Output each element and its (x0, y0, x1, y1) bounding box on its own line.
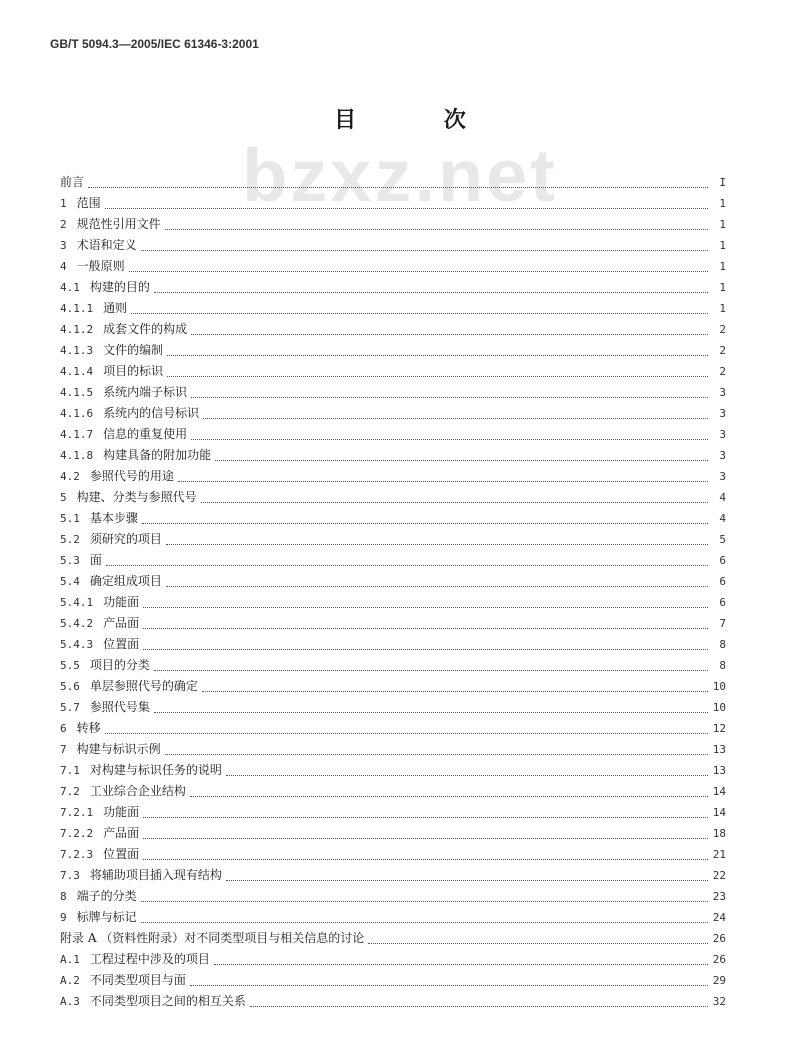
toc-entry-number: 4.1 (60, 281, 80, 294)
dot-leader (154, 661, 708, 671)
toc-entry[interactable] (60, 613, 726, 634)
toc-entry-title: 面 (89, 553, 102, 567)
dot-leader (191, 388, 708, 398)
toc-entry-title: 附录 A （资料性附录）对不同类型项目与相关信息的讨论 (60, 931, 365, 945)
toc-entry-title: 一般原则 (76, 259, 125, 273)
dot-leader (105, 199, 708, 209)
toc-entry-number: 3 (60, 239, 67, 252)
dot-leader (226, 871, 708, 881)
toc-entry-page: 3 (719, 386, 726, 399)
toc-entry-title: 单层参照代号的确定 (89, 679, 198, 693)
toc-entry[interactable] (60, 550, 726, 571)
dot-leader (226, 766, 708, 776)
toc-entry-page: 2 (719, 323, 726, 336)
toc-entry-page: 1 (719, 302, 726, 315)
toc-entry-number: 8 (60, 890, 67, 903)
toc-entry-number: 7.3 (60, 869, 80, 882)
dot-leader (154, 703, 708, 713)
toc-entry-title: 位置面 (103, 847, 140, 861)
dot-leader (167, 367, 708, 377)
dot-leader (191, 325, 708, 335)
toc-entry-number: A.1 (60, 953, 80, 966)
toc-entry-number: 5.6 (60, 680, 80, 693)
toc-entry-page: 32 (712, 995, 726, 1008)
toc-entry-number: 5.3 (60, 554, 80, 567)
toc-entry-title: 功能面 (103, 595, 140, 609)
toc-entry-title: 项目的标识 (103, 364, 164, 378)
toc-entry-page: 8 (719, 638, 726, 651)
dot-leader (215, 451, 708, 461)
toc-entry[interactable] (60, 361, 726, 382)
toc-entry-title: 构建的目的 (89, 280, 150, 294)
toc-entry-title: 将辅助项目插入现有结构 (89, 868, 222, 882)
table-of-contents (60, 172, 726, 1012)
dot-leader (142, 514, 708, 524)
toc-entry[interactable] (60, 718, 726, 739)
toc-entry-page: I (719, 176, 726, 189)
toc-entry-number: 5 (60, 491, 67, 504)
dot-leader (167, 346, 708, 356)
toc-entry[interactable] (60, 760, 726, 781)
dot-leader (191, 430, 708, 440)
toc-entry-number: 5.5 (60, 659, 80, 672)
toc-entry-page: 18 (712, 827, 726, 840)
toc-entry-page: 2 (719, 344, 726, 357)
toc-entry[interactable] (60, 424, 726, 445)
toc-entry[interactable] (60, 949, 726, 970)
toc-entry-title: 构建与标识示例 (76, 742, 161, 756)
toc-entry-number: 5.7 (60, 701, 80, 714)
dot-leader (88, 178, 708, 188)
toc-entry-title: 参照代号的用途 (89, 469, 174, 483)
toc-entry-title: 标牌与标记 (76, 910, 137, 924)
toc-entry-number: 7.2.3 (60, 848, 94, 861)
toc-entry-number: 4.1.8 (60, 449, 94, 462)
toc-entry-page: 4 (719, 512, 726, 525)
toc-entry-page: 29 (712, 974, 726, 987)
toc-entry[interactable] (60, 970, 726, 991)
toc-entry-page: 8 (719, 659, 726, 672)
toc-entry-number: 4.1.7 (60, 428, 94, 441)
dot-leader (105, 724, 708, 734)
dot-leader (368, 934, 708, 944)
toc-entry[interactable] (60, 634, 726, 655)
dot-leader (201, 493, 708, 503)
toc-entry-page: 1 (719, 197, 726, 210)
toc-entry-title: 工业综合企业结构 (89, 784, 186, 798)
toc-entry-number: 5.4 (60, 575, 80, 588)
toc-entry-number: 7.2 (60, 785, 80, 798)
toc-entry-page: 7 (719, 617, 726, 630)
dot-leader (166, 577, 708, 587)
toc-entry-number: 9 (60, 911, 67, 924)
dot-leader (202, 682, 708, 692)
toc-entry-page: 13 (712, 764, 726, 777)
dot-leader (154, 283, 708, 293)
toc-entry[interactable] (60, 781, 726, 802)
toc-entry[interactable] (60, 928, 726, 949)
toc-entry[interactable] (60, 991, 726, 1012)
toc-entry-title: 转移 (76, 721, 101, 735)
toc-entry-page: 26 (712, 953, 726, 966)
dot-leader (143, 598, 708, 608)
toc-entry-page: 23 (712, 890, 726, 903)
dot-leader (143, 808, 708, 818)
toc-entry-title: 范围 (76, 196, 101, 210)
toc-entry-page: 10 (712, 701, 726, 714)
toc-entry[interactable] (60, 235, 726, 256)
toc-entry-number: A.2 (60, 974, 80, 987)
dot-leader (190, 976, 708, 986)
toc-entry-title: 功能面 (103, 805, 140, 819)
toc-entry-page: 3 (719, 428, 726, 441)
dot-leader (129, 262, 708, 272)
toc-entry-number: 7.1 (60, 764, 80, 777)
toc-entry[interactable] (60, 697, 726, 718)
toc-entry-page: 6 (719, 596, 726, 609)
dot-leader (178, 472, 708, 482)
toc-entry[interactable] (60, 655, 726, 676)
toc-entry-title: 基本步骤 (89, 511, 138, 525)
toc-entry[interactable] (60, 298, 726, 319)
toc-entry-page: 10 (712, 680, 726, 693)
toc-entry-number: 4.1.6 (60, 407, 94, 420)
toc-entry[interactable] (60, 487, 726, 508)
toc-entry[interactable] (60, 844, 726, 865)
dot-leader (190, 787, 708, 797)
toc-entry-page: 2 (719, 365, 726, 378)
toc-entry-title: 构建具备的附加功能 (103, 448, 212, 462)
toc-entry[interactable] (60, 193, 726, 214)
toc-entry-page: 3 (719, 407, 726, 420)
toc-entry-title: 不同类型项目与面 (89, 973, 186, 987)
toc-entry-page: 3 (719, 470, 726, 483)
dot-leader (106, 556, 708, 566)
toc-entry[interactable] (60, 865, 726, 886)
toc-entry-number: 5.4.1 (60, 596, 94, 609)
toc-entry-page: 6 (719, 554, 726, 567)
toc-entry[interactable] (60, 403, 726, 424)
toc-entry-title: 文件的编制 (103, 343, 164, 357)
toc-entry[interactable] (60, 466, 726, 487)
toc-entry-number: 7.2.2 (60, 827, 94, 840)
toc-entry[interactable] (60, 256, 726, 277)
toc-entry-number: 5.4.2 (60, 617, 94, 630)
toc-entry-page: 22 (712, 869, 726, 882)
toc-entry[interactable] (60, 508, 726, 529)
page-title: 目 次 (334, 107, 506, 133)
toc-entry-title: 项目的分类 (89, 658, 150, 672)
toc-entry-title: 不同类型项目之间的相互关系 (89, 994, 246, 1008)
toc-entry[interactable] (60, 214, 726, 235)
dot-leader (203, 409, 708, 419)
toc-entry-title: 前言 (60, 175, 85, 189)
watermark: bzxz.net (242, 134, 558, 217)
toc-entry-title: 对构建与标识任务的说明 (89, 763, 222, 777)
toc-entry-number: 4.1.1 (60, 302, 94, 315)
toc-entry-page: 1 (719, 239, 726, 252)
toc-entry-title: 系统内端子标识 (103, 385, 188, 399)
dot-leader (141, 892, 708, 902)
toc-entry-title: 规范性引用文件 (76, 217, 161, 231)
toc-entry[interactable] (60, 172, 726, 193)
dot-leader (143, 829, 708, 839)
toc-entry-page: 1 (719, 281, 726, 294)
toc-entry-title: 产品面 (103, 616, 140, 630)
toc-entry-title: 术语和定义 (76, 238, 137, 252)
toc-entry-page: 5 (719, 533, 726, 546)
toc-entry[interactable] (60, 739, 726, 760)
dot-leader (165, 220, 708, 230)
toc-entry[interactable] (60, 382, 726, 403)
toc-entry-title: 工程过程中涉及的项目 (89, 952, 210, 966)
toc-entry-number: 1 (60, 197, 67, 210)
toc-entry-title: 产品面 (103, 826, 140, 840)
toc-entry-title: 参照代号集 (89, 700, 150, 714)
dot-leader (143, 640, 708, 650)
toc-entry[interactable] (60, 571, 726, 592)
toc-entry[interactable] (60, 277, 726, 298)
toc-entry-title: 构建、分类与参照代号 (76, 490, 197, 504)
toc-entry-number: 7.2.1 (60, 806, 94, 819)
toc-entry-number: 5.4.3 (60, 638, 94, 651)
toc-entry-page: 24 (712, 911, 726, 924)
document-header: GB/T 5094.3—2005/IEC 61346-3:2001 (50, 37, 259, 51)
toc-entry-title: 须研究的项目 (89, 532, 162, 546)
dot-leader (166, 535, 708, 545)
toc-entry[interactable] (60, 340, 726, 361)
toc-entry-number: 4.1.4 (60, 365, 94, 378)
dot-leader (250, 997, 708, 1007)
toc-entry-page: 14 (712, 806, 726, 819)
toc-entry[interactable] (60, 823, 726, 844)
toc-entry[interactable] (60, 319, 726, 340)
toc-entry[interactable] (60, 907, 726, 928)
toc-entry-title: 通则 (103, 301, 128, 315)
toc-entry-page: 13 (712, 743, 726, 756)
dot-leader (141, 241, 708, 251)
toc-entry-number: 2 (60, 218, 67, 231)
toc-entry[interactable] (60, 676, 726, 697)
toc-entry-title: 成套文件的构成 (103, 322, 188, 336)
toc-entry-number: 4 (60, 260, 67, 273)
toc-entry-page: 21 (712, 848, 726, 861)
dot-leader (131, 304, 708, 314)
toc-entry-number: 6 (60, 722, 67, 735)
dot-leader (214, 955, 708, 965)
toc-entry-number: 5.1 (60, 512, 80, 525)
toc-entry-page: 26 (712, 932, 726, 945)
toc-entry-title: 确定组成项目 (89, 574, 162, 588)
dot-leader (143, 619, 708, 629)
toc-entry-page: 12 (712, 722, 726, 735)
toc-entry-title: 端子的分类 (76, 889, 137, 903)
toc-entry-number: 4.1.2 (60, 323, 94, 336)
toc-entry-number: A.3 (60, 995, 80, 1008)
toc-entry-page: 14 (712, 785, 726, 798)
toc-entry[interactable] (60, 529, 726, 550)
toc-entry[interactable] (60, 592, 726, 613)
dot-leader (165, 745, 708, 755)
toc-entry-page: 4 (719, 491, 726, 504)
toc-entry-number: 4.2 (60, 470, 80, 483)
toc-entry-number: 4.1.5 (60, 386, 94, 399)
toc-entry-title: 系统内的信号标识 (103, 406, 200, 420)
toc-entry-number: 5.2 (60, 533, 80, 546)
toc-entry-number: 7 (60, 743, 67, 756)
toc-entry-number: 4.1.3 (60, 344, 94, 357)
toc-entry-page: 1 (719, 218, 726, 231)
toc-entry[interactable] (60, 802, 726, 823)
toc-entry[interactable] (60, 886, 726, 907)
dot-leader (141, 913, 708, 923)
toc-entry-title: 位置面 (103, 637, 140, 651)
toc-entry[interactable] (60, 445, 726, 466)
toc-entry-page: 6 (719, 575, 726, 588)
toc-entry-title: 信息的重复使用 (103, 427, 188, 441)
toc-entry-page: 1 (719, 260, 726, 273)
dot-leader (143, 850, 708, 860)
toc-entry-page: 3 (719, 449, 726, 462)
